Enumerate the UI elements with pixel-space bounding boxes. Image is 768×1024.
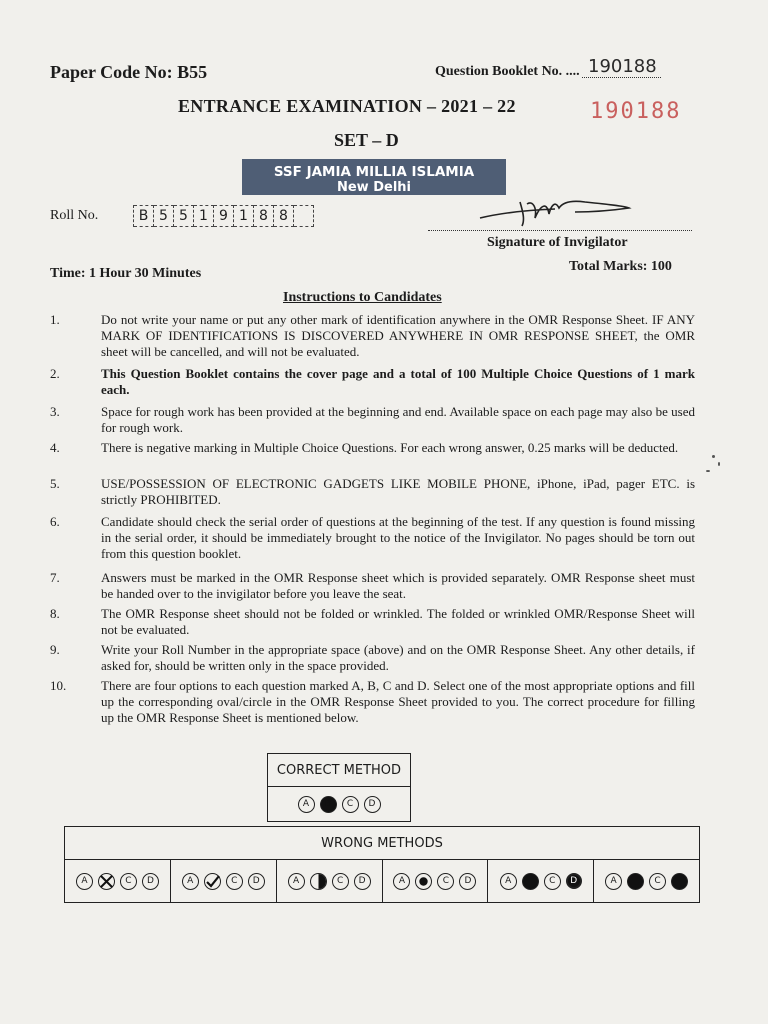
instruction-number: 3. [50, 404, 60, 419]
roll-digit-box: 5 [154, 205, 174, 227]
roll-digit-box: 9 [214, 205, 234, 227]
filled-bubble-icon [671, 873, 688, 890]
invigilator-signature-icon [475, 190, 635, 230]
option-bubble-c: C [649, 873, 666, 890]
option-bubble-a: A [605, 873, 622, 890]
wrong-methods-label: WRONG METHODS [65, 827, 700, 860]
roll-digit-box: 8 [254, 205, 274, 227]
signature-line [428, 230, 692, 231]
option-bubble-a: A [393, 873, 410, 890]
question-booklet-label: Question Booklet No. .... [435, 64, 580, 79]
wrong-method-multiple-fill [594, 860, 700, 903]
scan-speck [706, 470, 710, 472]
filled-bubble-icon [627, 873, 644, 890]
exam-title: ENTRANCE EXAMINATION – 2021 – 22 [178, 96, 516, 116]
roll-digit-box: 1 [194, 205, 214, 227]
instruction-item [50, 570, 695, 602]
option-bubble-d: D [354, 873, 371, 890]
ssf-stamp-banner [242, 159, 506, 195]
option-bubble-c: C [437, 873, 454, 890]
option-bubble-c: C [120, 873, 137, 890]
option-bubble-c: C [544, 873, 561, 890]
option-bubble-d: D [364, 796, 381, 813]
option-bubble-c: C [226, 873, 243, 890]
instruction-text: Do not write your name or put any other mark of identification anywhere in the OMR Response Sheet. IF ANY MARK OF IDENTIFICATIONS IS DISCOVERED ANYWHERE IN OMR RESPONSE SHEET, the OMR sheet will be cancelled, and will not be evaluated. [101, 312, 695, 359]
roll-digit-box: 1 [234, 205, 254, 227]
option-bubble-a: A [76, 873, 93, 890]
filled-bubble-icon [522, 873, 539, 890]
option-bubble-d: D [142, 873, 159, 890]
scan-speck [712, 455, 715, 458]
option-bubble-c: C [332, 873, 349, 890]
roll-digit-box: 8 [274, 205, 294, 227]
option-bubble-d: D [459, 873, 476, 890]
banner-line-1: SSF JAMIA MILLIA ISLAMIA [273, 164, 475, 180]
instruction-text: Space for rough work has been provided at the beginning and end. Available space on each page may also be used for rough work. [101, 404, 695, 435]
instruction-text: There are four options to each question marked A, B, C and D. Select one of the most appropriate options and fill up the corresponding oval/circle in the OMR Response Sheet provided to you. The correct procedure for filling up the OMR Response Sheet is mentioned below. [101, 678, 695, 725]
wrong-methods-table [64, 826, 700, 903]
wrong-method-dot [382, 860, 488, 903]
instruction-item [50, 366, 695, 398]
total-marks-label: Total Marks: 100 [569, 259, 672, 274]
set-label: SET – D [334, 130, 399, 150]
instruction-item [50, 642, 695, 674]
tick-mark-icon [204, 873, 221, 890]
instruction-number: 10. [50, 678, 67, 693]
instruction-text: Candidate should check the serial order of questions at the beginning of the test. If any question is found missing in the serial order, it should be immediately brought to the notice of the Invigilator. No pages should be torn out from this question booklet. [101, 514, 695, 561]
wrong-method-tick [170, 860, 276, 903]
option-bubble-a: A [288, 873, 305, 890]
instruction-text: Write your Roll Number in the appropriate space (above) and on the OMR Response Sheet. Any other details, if asked for, should be written only in the space provided. [101, 642, 695, 673]
instruction-number: 9. [50, 642, 60, 657]
roll-digit-box: B [134, 205, 154, 227]
scan-speck [718, 462, 720, 466]
instruction-item [50, 678, 695, 726]
serial-stamp-number: 190188 [590, 99, 682, 124]
correct-method-table [267, 753, 411, 822]
instruction-number: 7. [50, 570, 60, 585]
roll-digit-box [294, 205, 314, 227]
option-bubble-a: A [298, 796, 315, 813]
instruction-text: Answers must be marked in the OMR Response sheet which is provided separately. OMR Response sheet must be handed over to the invigilator before you leave the seat. [101, 570, 695, 601]
instruction-number: 8. [50, 606, 60, 621]
instruction-text: This Question Booklet contains the cover page and a total of 100 Multiple Choice Questions of 1 mark each. [101, 366, 695, 397]
instruction-number: 4. [50, 440, 60, 455]
wrong-method-two-marked [488, 860, 594, 903]
paper-code: Paper Code No: B55 [50, 62, 208, 82]
instruction-item [50, 312, 695, 360]
instruction-item [50, 514, 695, 562]
instruction-item [50, 404, 695, 436]
dot-filled-bubble-icon [415, 873, 432, 890]
banner-line-2: New Delhi [336, 180, 411, 195]
half-filled-bubble-icon [310, 873, 327, 890]
instruction-number: 1. [50, 312, 60, 327]
instruction-item [50, 606, 695, 638]
correct-method-label: CORRECT METHOD [268, 754, 411, 787]
instruction-text: The OMR Response sheet should not be folded or wrinkled. The folded or wrinkled OMR/Response Sheet will not be evaluated. [101, 606, 695, 637]
option-bubble-a: A [182, 873, 199, 890]
roll-digit-box: 5 [174, 205, 194, 227]
instruction-item [50, 476, 695, 508]
roll-number-label: Roll No. [50, 208, 99, 223]
signature-label: Signature of Invigilator [487, 235, 628, 250]
option-bubble-b-filled: B [320, 796, 337, 813]
roll-number-boxes [133, 205, 314, 227]
instruction-text: USE/POSSESSION OF ELECTRONIC GADGETS LIKE MOBILE PHONE, iPhone, iPad, pager ETC. is strictly PROHIBITED. [101, 476, 695, 507]
option-bubble-c: C [342, 796, 359, 813]
instruction-number: 5. [50, 476, 60, 491]
instruction-text: There is negative marking in Multiple Choice Questions. For each wrong answer, 0.25 marks will be deducted. [101, 440, 679, 455]
option-bubble-d-inverted: D [566, 873, 582, 889]
wrong-method-half-fill [276, 860, 382, 903]
wrong-method-cross [65, 860, 171, 903]
time-label: Time: 1 Hour 30 Minutes [50, 266, 202, 281]
correct-method-example [268, 787, 411, 822]
instruction-number: 2. [50, 366, 60, 381]
option-bubble-a: A [500, 873, 517, 890]
question-booklet-number: 190188 [582, 56, 661, 78]
cross-mark-icon [98, 873, 115, 890]
instructions-heading: Instructions to Candidates [283, 290, 442, 305]
instruction-item [50, 440, 695, 456]
instruction-number: 6. [50, 514, 60, 529]
option-bubble-d: D [248, 873, 265, 890]
